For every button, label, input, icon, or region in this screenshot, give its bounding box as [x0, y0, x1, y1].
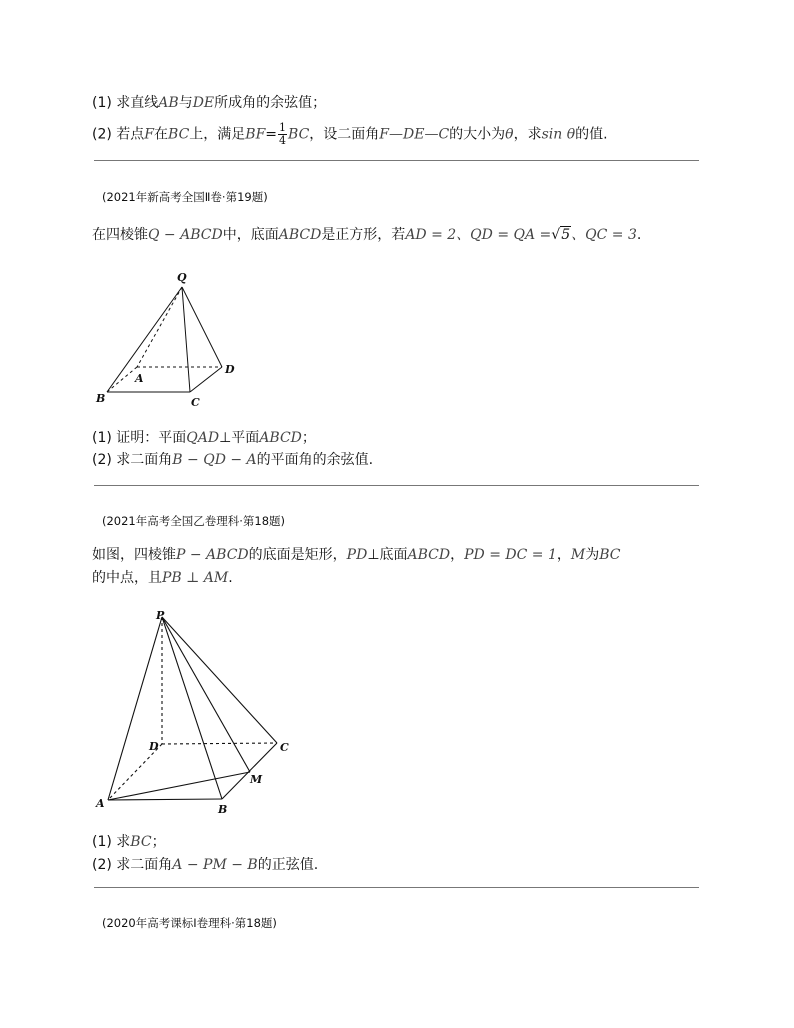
source-tag: (2020年高考课标Ⅰ卷理科·第18题): [102, 916, 277, 930]
source-tag: (2021年新高考全国Ⅱ卷·第19题): [102, 190, 268, 204]
sqrt-expression: √5: [551, 227, 571, 243]
divider: [94, 160, 699, 161]
question-1: (1) 求BC；: [92, 834, 166, 850]
vertex-label-b: B: [96, 392, 106, 405]
problem-stem: 在四棱锥Q − ABCD中，底面ABCD是正方形，若AD = 2、QD = QA =√5、QC = 3.: [92, 227, 642, 243]
fraction-one-quarter: $\frac{1}{4}$: [279, 121, 287, 147]
prev-question-2: (2) 若点F在BC上，满足BF= $\frac{1}{4}$ BC，设二面角F—DE—C的大小为θ，求sin θ的值.: [92, 121, 608, 147]
prev-question-1: (1) 求直线AB与DE所成角的余弦值；: [92, 95, 327, 111]
vertex-label-d: D: [225, 363, 235, 376]
vertex-label-m: M: [250, 773, 263, 786]
vertex-label-c: C: [280, 741, 289, 754]
pyramid-figure-q: [90, 265, 250, 415]
problem-stem-continued: 的中点，且PB ⊥ AM.: [92, 570, 233, 586]
vertex-label-p: P: [156, 609, 165, 622]
pyramid-figure-p: [90, 605, 300, 820]
divider: [94, 887, 699, 888]
vertex-label-a: A: [96, 797, 105, 810]
question-1: (1) 证明：平面QAD⊥平面ABCD；: [92, 430, 316, 446]
problem-stem: 如图，四棱锥P − ABCD的底面是矩形，PD⊥底面ABCD，PD = DC = 1，M为BC: [92, 547, 621, 563]
question-2: (2) 求二面角B − QD − A的平面角的余弦值.: [92, 452, 374, 468]
question-2: (2) 求二面角A − PM − B的正弦值.: [92, 857, 319, 873]
divider: [94, 485, 699, 486]
vertex-label-d: D: [149, 740, 159, 753]
vertex-label-a: A: [135, 372, 144, 385]
vertex-label-q: Q: [177, 271, 187, 284]
source-tag: (2021年高考全国乙卷理科·第18题): [102, 514, 286, 528]
vertex-label-c: C: [191, 396, 200, 409]
vertex-label-b: B: [218, 803, 228, 816]
